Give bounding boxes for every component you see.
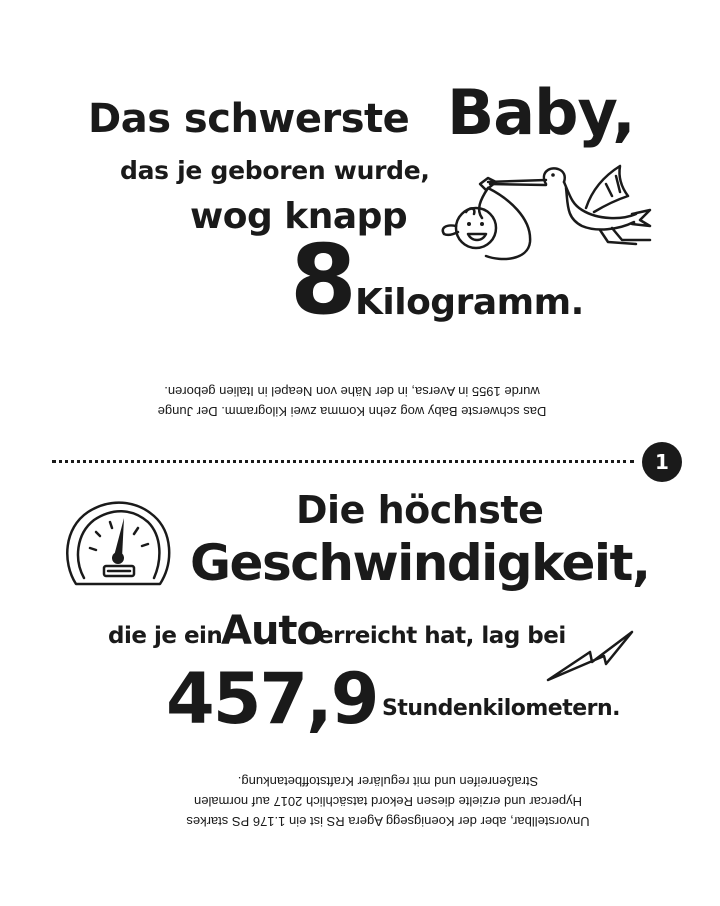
- fact2-note-line: Unvorstellbar, aber der Koenigsegg Agera RS ist ein 1.176 PS starkes: [186, 814, 590, 829]
- fact1-number: 8: [290, 224, 357, 336]
- fact1-note-line: wurde 1955 in Aversa, in der Nähe von Neapel in Italien geboren.: [164, 384, 540, 399]
- fact2-line3-suffix: erreicht hat, lag bei: [318, 623, 566, 649]
- fact1-line3: wog knapp: [190, 196, 408, 237]
- fact1-line2: das je geboren wurde,: [120, 156, 430, 185]
- fact1-unit: Kilogramm.: [355, 282, 584, 323]
- fact2-note: [100, 771, 676, 831]
- fact2-line3-prefix: die je ein: [108, 623, 223, 649]
- lightning-bolt-icon: [546, 626, 636, 684]
- stork-carrying-baby-icon: [436, 160, 654, 264]
- page-number-badge: 1: [642, 442, 682, 482]
- fact2-note-line: Hypercar und erzielte diesen Rekord tatsächlich 2017 auf normalen: [193, 794, 583, 809]
- fact2-number: 457,9: [166, 658, 378, 740]
- fact2-line3-emphasis: Auto: [221, 608, 324, 654]
- fact2-note-line: Straßenreifen und mit regulärer Kraftstoffbetankung.: [237, 774, 539, 789]
- fact2-line1: Die höchste: [296, 488, 544, 532]
- speedometer-icon: [62, 498, 174, 590]
- fact1-headline-emphasis: Baby,: [447, 76, 635, 149]
- dotted-divider: [52, 460, 634, 463]
- fact1-headline-prefix: Das schwerste: [88, 96, 410, 142]
- fact1-note: [100, 381, 604, 421]
- fact1-note-line: Das schwerste Baby wog zehn Komma zwei Kilogramm. Der Junge: [157, 404, 547, 419]
- fact2-unit: Stundenkilometern.: [382, 696, 620, 721]
- fact2-headline: Geschwindigkeit,: [190, 534, 650, 592]
